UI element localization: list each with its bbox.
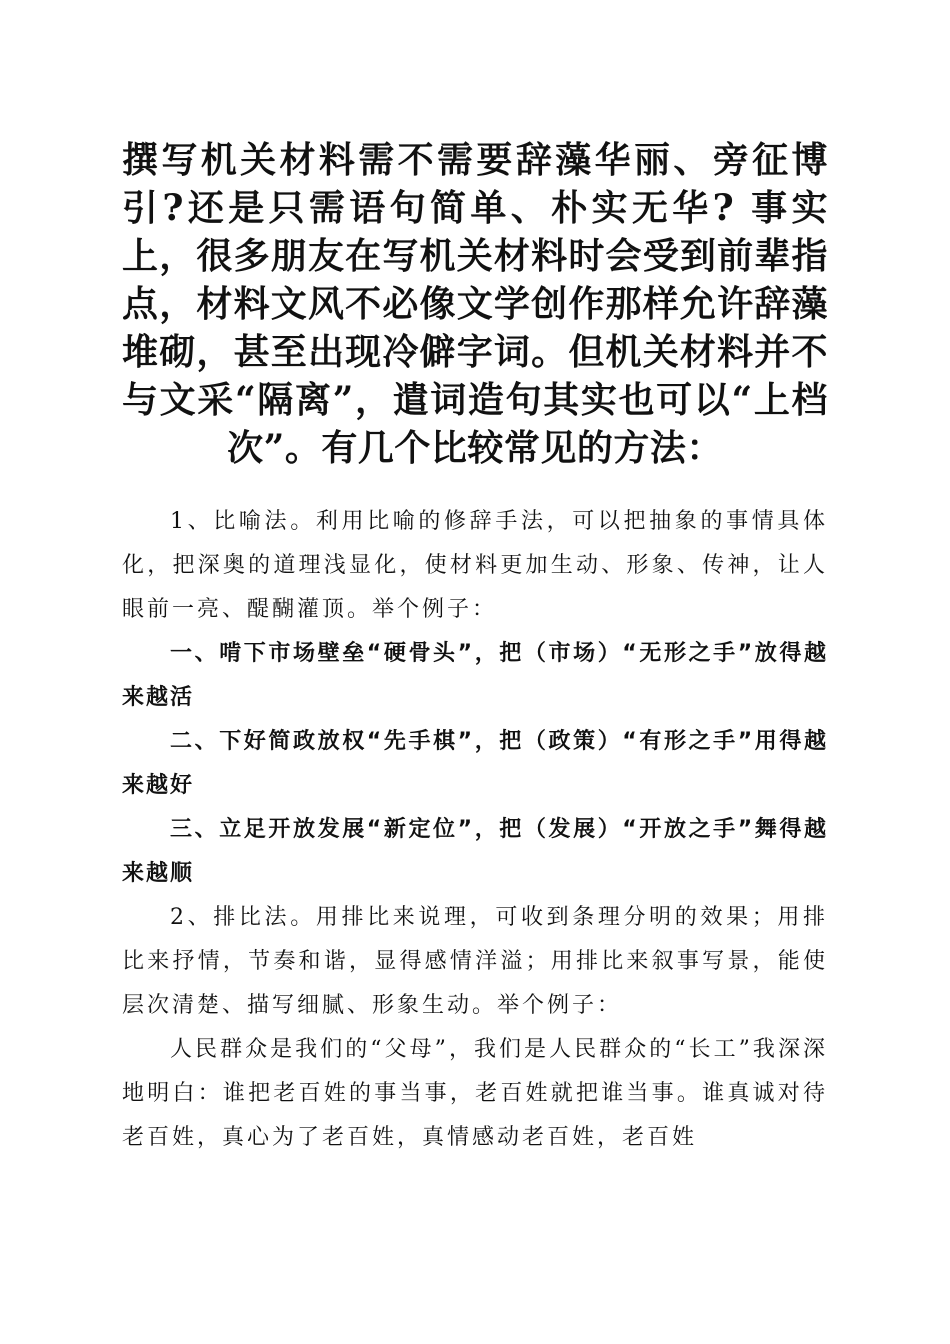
document-title: 撰写机关材料需不需要辞藻华丽、旁征博引?还是只需语句简单、朴实无华? 事实上，很多朋友在写机关材料时会受到前辈指点，材料文风不必像文学创作那样允许辞藻堆砌，甚至出现冷僻字词。但机关材料并不与文采“隔离”，遣词造句其实也可以“上档次”。有几个比较常见的方法： xyxy=(122,139,828,469)
example-item-3: 三、立足开放发展“新定位”，把（发展）“开放之手”舞得越来越顺 xyxy=(122,817,828,886)
paragraph-parallelism-method: 2、排比法。用排比来说理，可收到条理分明的效果；用排比来抒情，节奏和谐，显得感情洋溢；用排比来叙事写景，能使层次清楚、描写细腻、形象生动。举个例子： xyxy=(122,905,828,1018)
paragraph-example-text: 人民群众是我们的“父母”，我们是人民群众的“长工”我深深地明白：谁把老百姓的事当事，老百姓就把谁当事。谁真诚对待老百姓，真心为了老百姓，真情感动老百姓，老百姓 xyxy=(122,1037,828,1150)
example-item-1: 一、啃下市场壁垒“硬骨头”，把（市场）“无形之手”放得越来越活 xyxy=(122,641,828,710)
example-item-2: 二、下好简政放权“先手棋”，把（政策）“有形之手”用得越来越好 xyxy=(122,729,828,798)
paragraph-metaphor-method: 1、比喻法。利用比喻的修辞手法，可以把抽象的事情具体化，把深奥的道理浅显化，使材料更加生动、形象、传神，让人眼前一亮、醍醐灌顶。举个例子： xyxy=(122,509,828,622)
